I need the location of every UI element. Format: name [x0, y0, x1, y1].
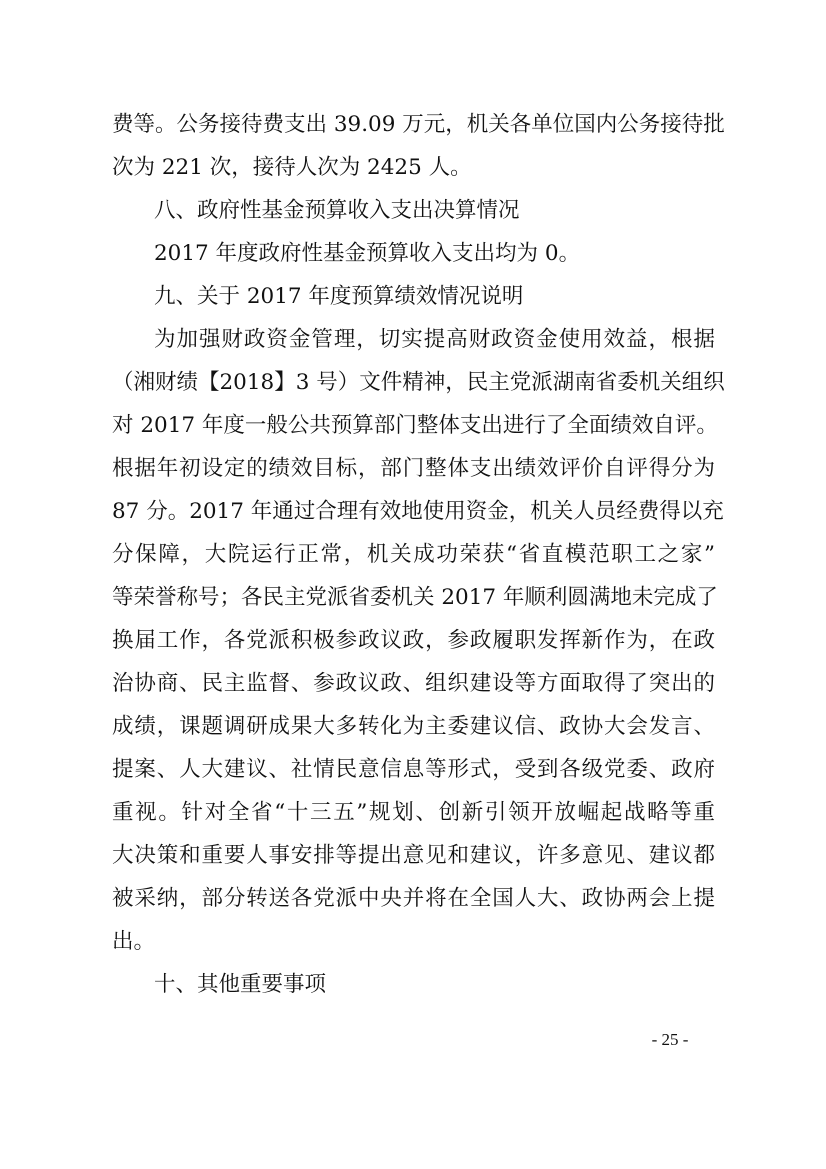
body-text-line: 出。 [112, 929, 156, 954]
body-text-line: 次为 221 次，接待人次为 2425 人。 [112, 155, 472, 180]
body-text-line: 分保障，大院运行正常，机关成功荣获“省直模范职工之家” [112, 542, 715, 567]
body-text-line: 大决策和重要人事安排等提出意见和建议，许多意见、建议都 [112, 843, 715, 868]
section-heading: 八、政府性基金预算收入支出决算情况 [154, 198, 520, 223]
body-text-line: （湘财绩【2018】3 号）文件精神，民主党派湖南省委机关组织 [112, 370, 725, 395]
body-text-line: 重视。针对全省“十三五”规划、创新引领开放崛起战略等重 [112, 800, 715, 825]
body-text-line: 治协商、民主监督、参政议政、组织建设等方面取得了突出的 [112, 671, 715, 696]
body-text-line: 等荣誉称号；各民主党派省委机关 2017 年顺利圆满地未完成了 [112, 585, 718, 610]
body-text-line: 根据年初设定的绩效目标，部门整体支出绩效评价自评得分为 [112, 456, 715, 481]
body-text-line: 被采纳，部分转送各党派中央并将在全国人大、政协两会上提 [112, 886, 715, 911]
body-text-line: 2017 年度政府性基金预算收入支出均为 0。 [154, 241, 581, 266]
body-text-line: 换届工作，各党派积极参政议政，参政履职发挥新作为，在政 [112, 628, 715, 653]
body-text-line: 对 2017 年度一般公共预算部门整体支出进行了全面绩效自评。 [112, 413, 718, 438]
body-text-line: 成绩，课题调研成果大多转化为主委建议信、政协大会发言、 [112, 714, 715, 739]
body-text-line: 87 分。2017 年通过合理有效地使用资金，机关人员经费得以充 [112, 499, 724, 524]
section-heading: 九、关于 2017 年度预算绩效情况说明 [154, 284, 524, 309]
page-number: - 25 - [651, 1030, 689, 1049]
body-text-line: 费等。公务接待费支出 39.09 万元，机关各单位国内公务接待批 [112, 112, 725, 137]
section-heading: 十、其他重要事项 [154, 972, 327, 997]
body-text-line: 提案、人大建议、社情民意信息等形式，受到各级党委、政府 [112, 757, 715, 782]
body-text-line: 为加强财政资金管理，切实提高财政资金使用效益，根据 [154, 327, 715, 352]
